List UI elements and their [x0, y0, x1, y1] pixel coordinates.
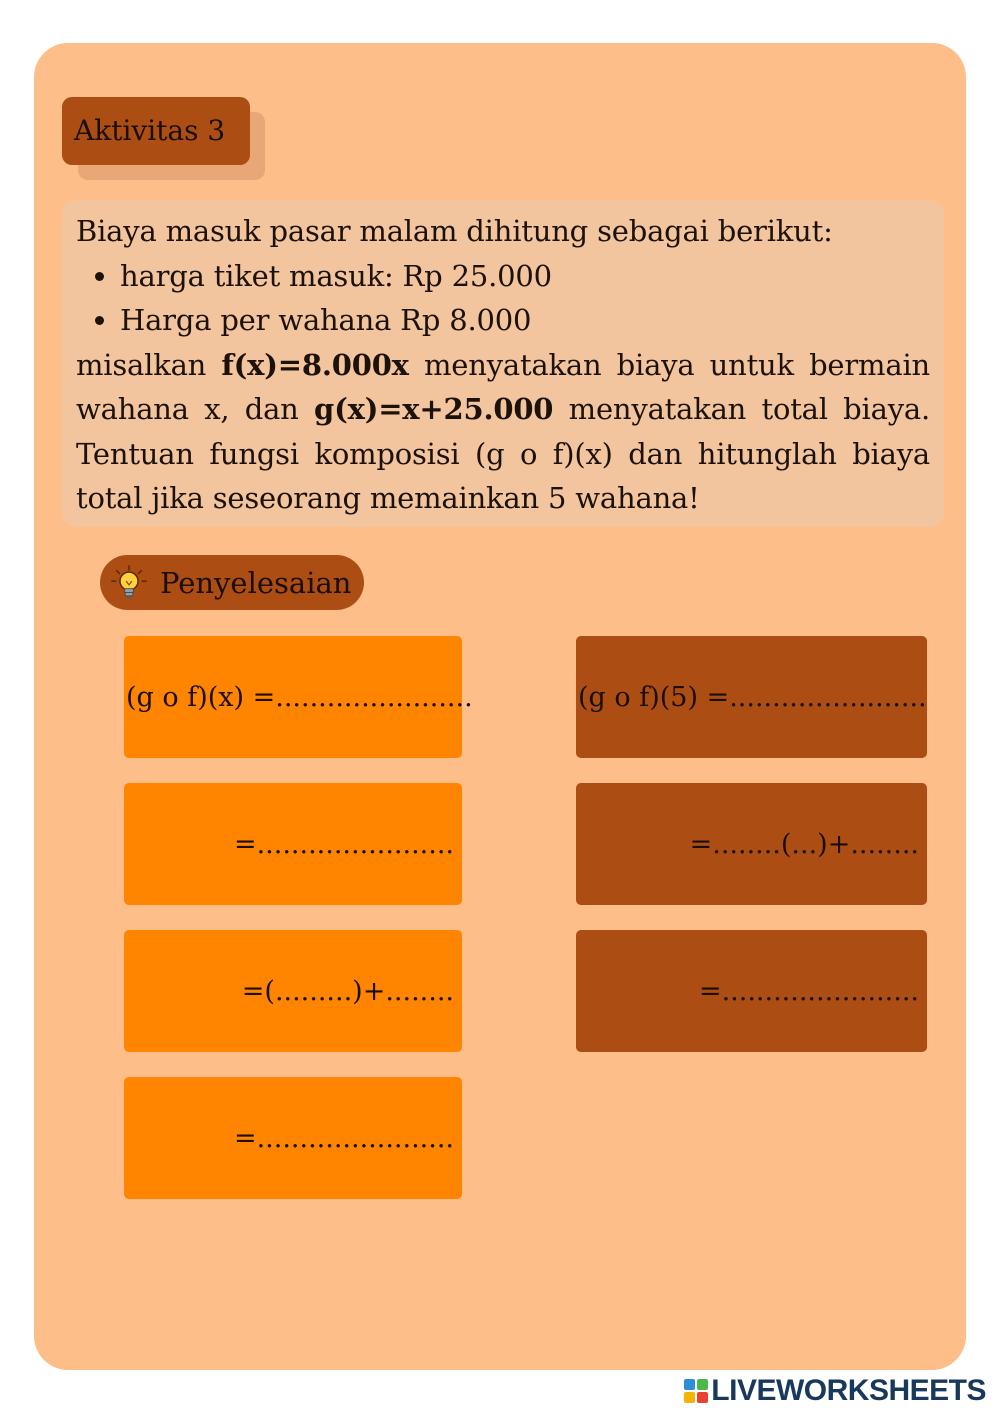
solution-header	[100, 555, 364, 610]
problem-paragraph	[76, 343, 930, 521]
answer-box[interactable]	[576, 783, 927, 905]
function-g: g(x)=x+25.000	[314, 392, 554, 426]
answer-text: =(.........)+........	[241, 975, 454, 1007]
answer-text: =........(...)+........	[689, 828, 919, 860]
answer-text: (g o f)(5) =.......................	[578, 681, 927, 713]
answer-box[interactable]	[124, 1077, 462, 1199]
answer-text: =.......................	[233, 1122, 454, 1154]
liveworksheets-footer[interactable]	[683, 1374, 986, 1408]
answer-text: =.......................	[233, 828, 454, 860]
paragraph-text: menyatakan total biaya. Tentuan fungsi komposisi (g o f)(x) dan hitunglah biaya total jika seseorang memainkan 5 wahana!	[76, 392, 930, 515]
problem-intro: Biaya masuk pasar malam dihitung sebagai berikut:	[76, 214, 833, 248]
brand-name: LIVEWORKSHEETS	[711, 1374, 986, 1407]
answer-box[interactable]	[124, 783, 462, 905]
cost-item: • harga tiket masuk: Rp 25.000	[120, 254, 930, 299]
answer-box[interactable]	[124, 930, 462, 1052]
cost-list	[76, 254, 930, 343]
liveworksheets-logo-icon	[683, 1378, 709, 1404]
answer-box-gof-5[interactable]	[576, 636, 927, 758]
paragraph-text: menyatakan biaya untuk bermain wahana x, dan	[76, 347, 930, 426]
answer-box[interactable]	[576, 930, 927, 1052]
answer-text: =.......................	[698, 975, 919, 1007]
answer-box-gof-x[interactable]	[124, 636, 473, 758]
answer-text: (g o f)(x) =.......................	[126, 681, 473, 713]
activity-title: Aktivitas 3	[62, 97, 250, 165]
solution-label: Penyelesaian	[160, 565, 352, 600]
lightbulb-icon	[110, 564, 148, 602]
problem-statement	[62, 200, 944, 527]
function-f: f(x)=8.000x	[221, 347, 409, 382]
cost-item: • Harga per wahana Rp 8.000	[120, 298, 930, 343]
paragraph-text: misalkan	[76, 347, 222, 382]
